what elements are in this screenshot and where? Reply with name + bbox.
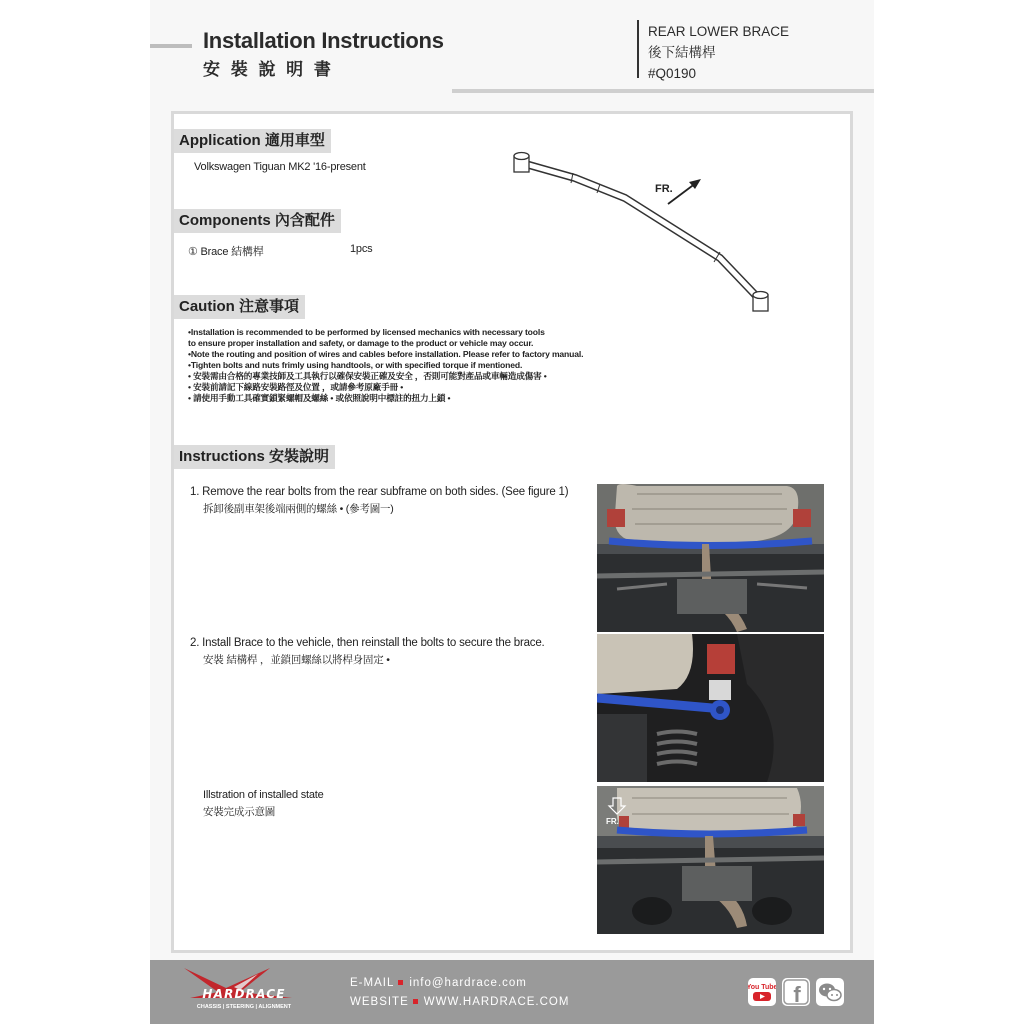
page-title: Installation Instructions [203, 28, 444, 53]
section-heading-caution: Caution 注意事項 [174, 295, 305, 319]
step-1-text: 1. Remove the rear bolts from the rear subframe on both sides. (See figure 1) [190, 486, 569, 498]
caution-line: to ensure proper installation and safety, or damage to the product or vehicle may occur. [188, 338, 534, 348]
facebook-icon[interactable] [782, 978, 810, 1006]
application-vehicle: Volkswagen Tiguan MK2 '16-present [194, 161, 366, 173]
brace-diagram [505, 146, 785, 318]
product-code: #Q0190 [648, 66, 697, 81]
bushing-left [514, 153, 529, 173]
brace-bar [522, 163, 762, 302]
figure-1-photo [597, 484, 824, 632]
footer-email [350, 977, 527, 989]
hardrace-logo [170, 966, 320, 1012]
front-label: FR. [655, 183, 673, 195]
header-rule-right [452, 89, 874, 93]
bullet-icon [413, 999, 418, 1004]
email-link[interactable]: info@hardrace.com [409, 977, 527, 989]
step-3-text: Illstration of installed state [203, 789, 324, 801]
youtube-icon[interactable] [748, 978, 776, 1006]
wechat-icon[interactable] [816, 978, 844, 1006]
caution-line: •Note the routing and position of wires and cables before installation. Please refer to factory manual. [188, 349, 584, 359]
step-1-text-cn: 拆卸後副車架後端兩側的螺絲 • (參考圖一) [203, 503, 394, 515]
product-info [648, 21, 789, 84]
product-name: REAR LOWER BRACE [648, 24, 790, 39]
component-name: ① Brace 結構桿 [188, 246, 264, 258]
step-3-text-cn: 安裝完成示意圖 [203, 806, 276, 818]
step-2-text: 2. Install Brace to the vehicle, then reinstall the bolts to secure the brace. [190, 637, 545, 649]
bushing-right [753, 292, 768, 312]
figure-2-photo [597, 634, 824, 782]
header-divider [637, 20, 639, 78]
step-2-text-cn: 安裝 結構桿 ，並鎖回螺絲以將桿身固定 • [203, 654, 390, 666]
section-heading-application: Application 適用車型 [174, 129, 331, 153]
caution-line: •Installation is recommended to be performed by licensed mechanics with necessary tools [188, 327, 545, 337]
footer-website [350, 996, 569, 1008]
website-link[interactable]: WWW.HARDRACE.COM [423, 996, 570, 1008]
front-arrow-icon [668, 179, 701, 204]
youtube-icon-text: You Tube [748, 984, 776, 991]
email-label: E-MAIL [350, 977, 395, 989]
component-qty: 1pcs [350, 243, 373, 255]
bullet-icon [398, 980, 403, 985]
caution-line: •Tighten bolts and nuts frimly using handtools, or with specified torque if mentioned. [188, 360, 523, 370]
caution-line: • 請使用手動工具確實鎖緊螺帽及螺絲 • 或依照說明中標註的扭力上鎖 • [188, 393, 451, 403]
section-heading-components: Components 內含配件 [174, 209, 341, 233]
brand-wordmark: HARDRACE [202, 987, 286, 1001]
header-rule-left [150, 44, 192, 48]
section-heading-instructions: Instructions 安裝說明 [174, 445, 335, 469]
facebook-icon-text: f [793, 982, 801, 1006]
page-title-cn: 安 裝 說 明 書 [203, 60, 334, 79]
photo-front-label: FR. [606, 817, 619, 826]
brand-tagline: CHASSIS | STEERING | ALIGNMENT [196, 1004, 292, 1010]
website-label: WEBSITE [350, 996, 409, 1008]
caution-line: • 安裝前請記下線路安裝路徑及位置 ，或請參考原廠手冊 • [188, 382, 404, 392]
caution-line: • 安裝需由合格的專業技師及工具執行以確保安裝正確及安全 ，否則可能對產品或車輛造成傷害 • [188, 371, 547, 381]
figure-3-photo [597, 786, 824, 934]
product-name-cn: 後下結構桿 [648, 45, 716, 60]
